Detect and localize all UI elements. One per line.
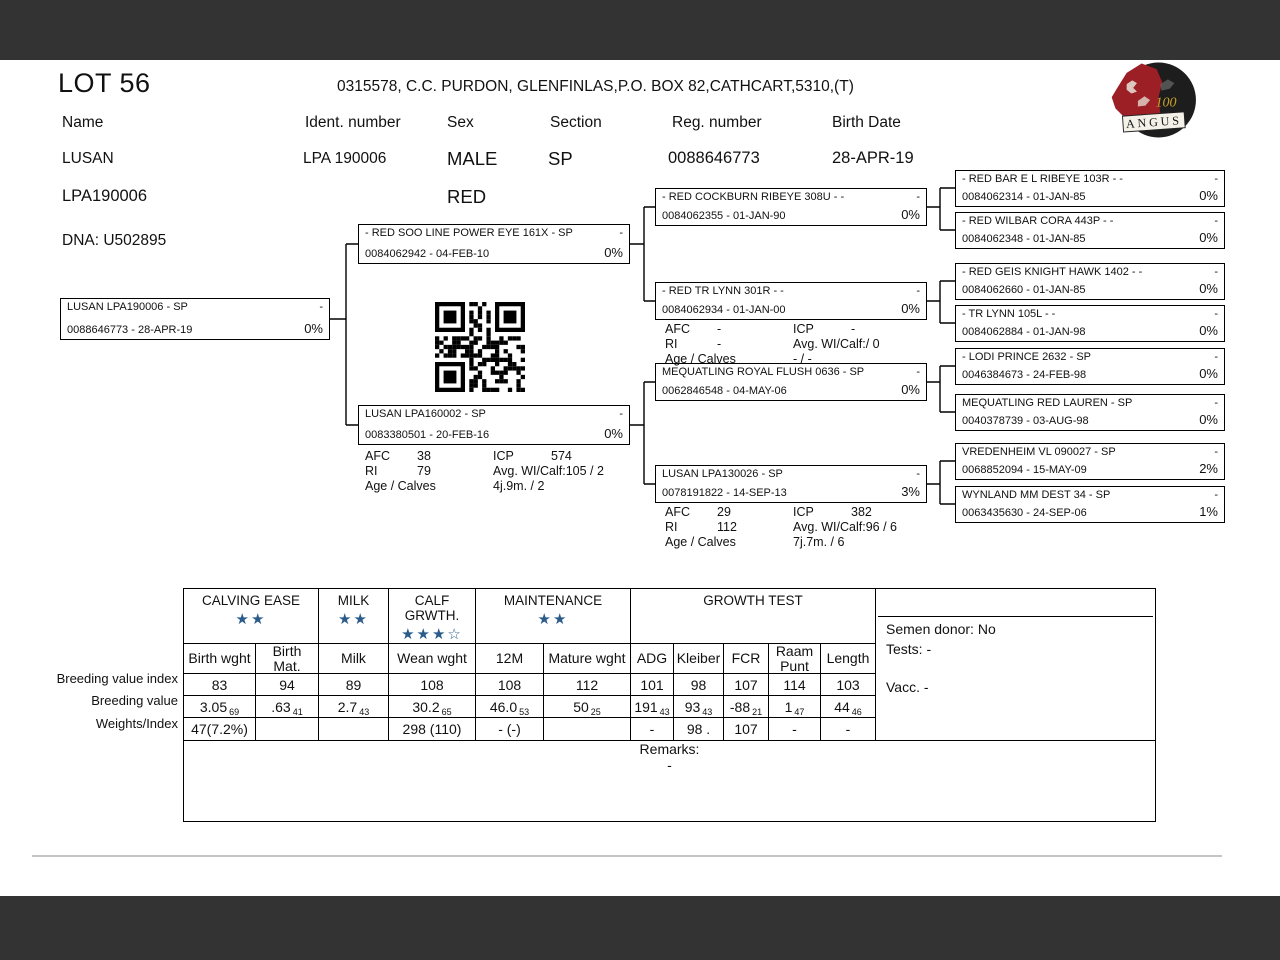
group-calving-ease: CALVING EASE ★★ <box>184 589 319 644</box>
group-maintenance: MAINTENANCE ★★ <box>476 589 631 644</box>
column-header-row: Birth wght Birth Mat. Milk Wean wght 12M Mature wght ADG Kleiber FCR Raam Punt Length <box>184 644 1156 674</box>
name-label: Name <box>62 114 104 131</box>
breeder-line: 0315578, C.C. PURDON, GLENFINLAS,P.O. BOX 82,CATHCART,5310,(T) <box>337 78 854 95</box>
animal-reg: 0088646773 - 28-APR-19 <box>67 324 193 337</box>
reg-value: 0088646773 <box>668 149 760 167</box>
remarks-cell <box>184 741 1156 822</box>
pedigree-box-gen4-1: - RED BAR E L RIBEYE 103R - - - 0084062314 - 01-JAN-85 0% <box>955 170 1225 207</box>
remarks-label: Remarks: <box>639 741 700 758</box>
ident-code: LPA190006 <box>62 187 148 205</box>
pedigree-box-sires-dam: - RED TR LYNN 301R - - - 0084062934 - 01-JAN-00 0% <box>655 282 927 320</box>
group-growth-test: GROWTH TEST <box>631 589 876 644</box>
bottom-dark-bar <box>0 896 1280 960</box>
breeding-value-row: 3.05 $_{69}$ .63 $_{41}$ 2.7 $_{43}$ 30.2 $_{65}$ 46.0 $_{53}$ 50 $_{25}$ 191 $_{43}$ 93 $_{43}$ -88 $_{21}$ 1 $_{47}$ 44 $_{46}$ <box>184 696 1156 718</box>
pedigree-box-gen4-4: - TR LYNN 105L - - - 0084062884 - 01-JAN-98 0% <box>955 305 1225 342</box>
pedigree-box-sires-sire: - RED COCKBURN RIBEYE 308U - - - 0084062355 - 01-JAN-90 0% <box>655 188 927 226</box>
stats-sires-dam: AFC - ICP - RI - Avg. WI/Calf: / 0 Age / Calves - / - <box>665 322 880 366</box>
group-milk: MILK ★★ <box>319 589 389 644</box>
breeding-value-table <box>183 588 1156 822</box>
animal-name: LUSAN LPA190006 - SP <box>67 301 188 313</box>
calf-growth-stars: ★★★☆ <box>401 626 463 643</box>
ident-label: Ident. number <box>305 114 401 131</box>
group-calf-growth: CALF GRWTH. ★★★☆ <box>389 589 476 644</box>
ident-value: LPA 190006 <box>303 150 387 167</box>
pedigree-box-subject: LUSAN LPA190006 - SP - 0088646773 - 28-APR-19 0% <box>60 298 330 340</box>
pedigree-box-gen4-3: - RED GEIS KNIGHT HAWK 1402 - - - 0084062660 - 01-JAN-85 0% <box>955 263 1225 300</box>
milk-stars: ★★ <box>338 611 369 628</box>
pedigree-box-gen4-2: - RED WILBAR CORA 443P - - - 0084062348 - 01-JAN-85 0% <box>955 212 1225 249</box>
section-label: Section <box>550 114 602 131</box>
row-label-breeding-value-index: Breeding value index <box>56 671 178 686</box>
vacc: Vacc. - <box>886 679 929 695</box>
logo-years-text: 100 <box>1155 94 1177 111</box>
row-label-breeding-value: Breeding value <box>91 693 178 708</box>
pedigree-box-dams-sire: MEQUATLING ROYAL FLUSH 0636 - SP - 0062846548 - 04-MAY-06 0% <box>655 363 927 401</box>
footer-separator-line <box>32 855 1222 857</box>
pedigree-box-dams-dam: LUSAN LPA130026 - SP - 0078191822 - 14-SEP-13 3% <box>655 465 927 503</box>
pedigree-box-gen4-8: WYNLAND MM DEST 34 - SP - 0063435630 - 24-SEP-06 1% <box>955 486 1225 523</box>
angus-100-years-logo <box>1104 56 1198 144</box>
semen-tests-panel <box>876 589 1156 741</box>
birth-date-value: 28-APR-19 <box>832 149 914 167</box>
qr-code <box>435 302 525 392</box>
calving-ease-stars: ★★ <box>235 611 267 628</box>
sex-value: MALE <box>447 148 498 169</box>
semen-donor: Semen donor: No <box>886 621 996 637</box>
dna-number: DNA: U502895 <box>62 232 167 249</box>
colour-value: RED <box>447 186 487 207</box>
pedigree-box-gen4-5: - LODI PRINCE 2632 - SP - 0046384673 - 24-FEB-98 0% <box>955 348 1225 385</box>
name-value: LUSAN <box>62 150 114 167</box>
pedigree-box-sire: - RED SOO LINE POWER EYE 161X - SP - 0084062942 - 04-FEB-10 0% <box>358 224 630 264</box>
pedigree-box-dam: LUSAN LPA160002 - SP - 0083380501 - 20-FEB-16 0% <box>358 405 630 445</box>
lot-number: LOT 56 <box>58 68 151 98</box>
tests: Tests: - <box>886 641 932 657</box>
sex-label: Sex <box>447 114 474 131</box>
pedigree-box-gen4-7: VREDENHEIM VL 090027 - SP - 0068852094 - 15-MAY-09 2% <box>955 443 1225 480</box>
inbreeding-pct: 0% <box>304 321 323 337</box>
section-value: SP <box>548 148 573 169</box>
stats-dam: AFC 38 ICP 574 RI 79 Avg. WI/Calf: 105 / 2 Age / Calves 4j.9m. / 2 <box>365 449 604 493</box>
maintenance-stars: ★★ <box>537 611 569 628</box>
top-dark-bar <box>0 0 1280 60</box>
breeding-value-index-row: 83 94 89 108 108 112 101 98 107 114 103 <box>184 674 1156 696</box>
remarks-value: - <box>667 757 672 774</box>
pedigree-box-gen4-6: MEQUATLING RED LAUREN - SP - 0040378739 - 03-AUG-98 0% <box>955 394 1225 431</box>
logo-angus-text: ANGUS <box>1125 113 1183 132</box>
row-label-weights-index: Weights/Index <box>95 716 178 731</box>
reg-label: Reg. number <box>672 114 762 131</box>
weights-index-row: 47(7.2%) 298 (110) - (-) - 98 . 107 - - <box>184 718 1156 741</box>
stats-dams-dam: AFC 29 ICP 382 RI 112 Avg. WI/Calf: 96 / 6 Age / Calves 7j.7m. / 6 <box>665 505 897 549</box>
birth-date-label: Birth Date <box>832 114 901 131</box>
